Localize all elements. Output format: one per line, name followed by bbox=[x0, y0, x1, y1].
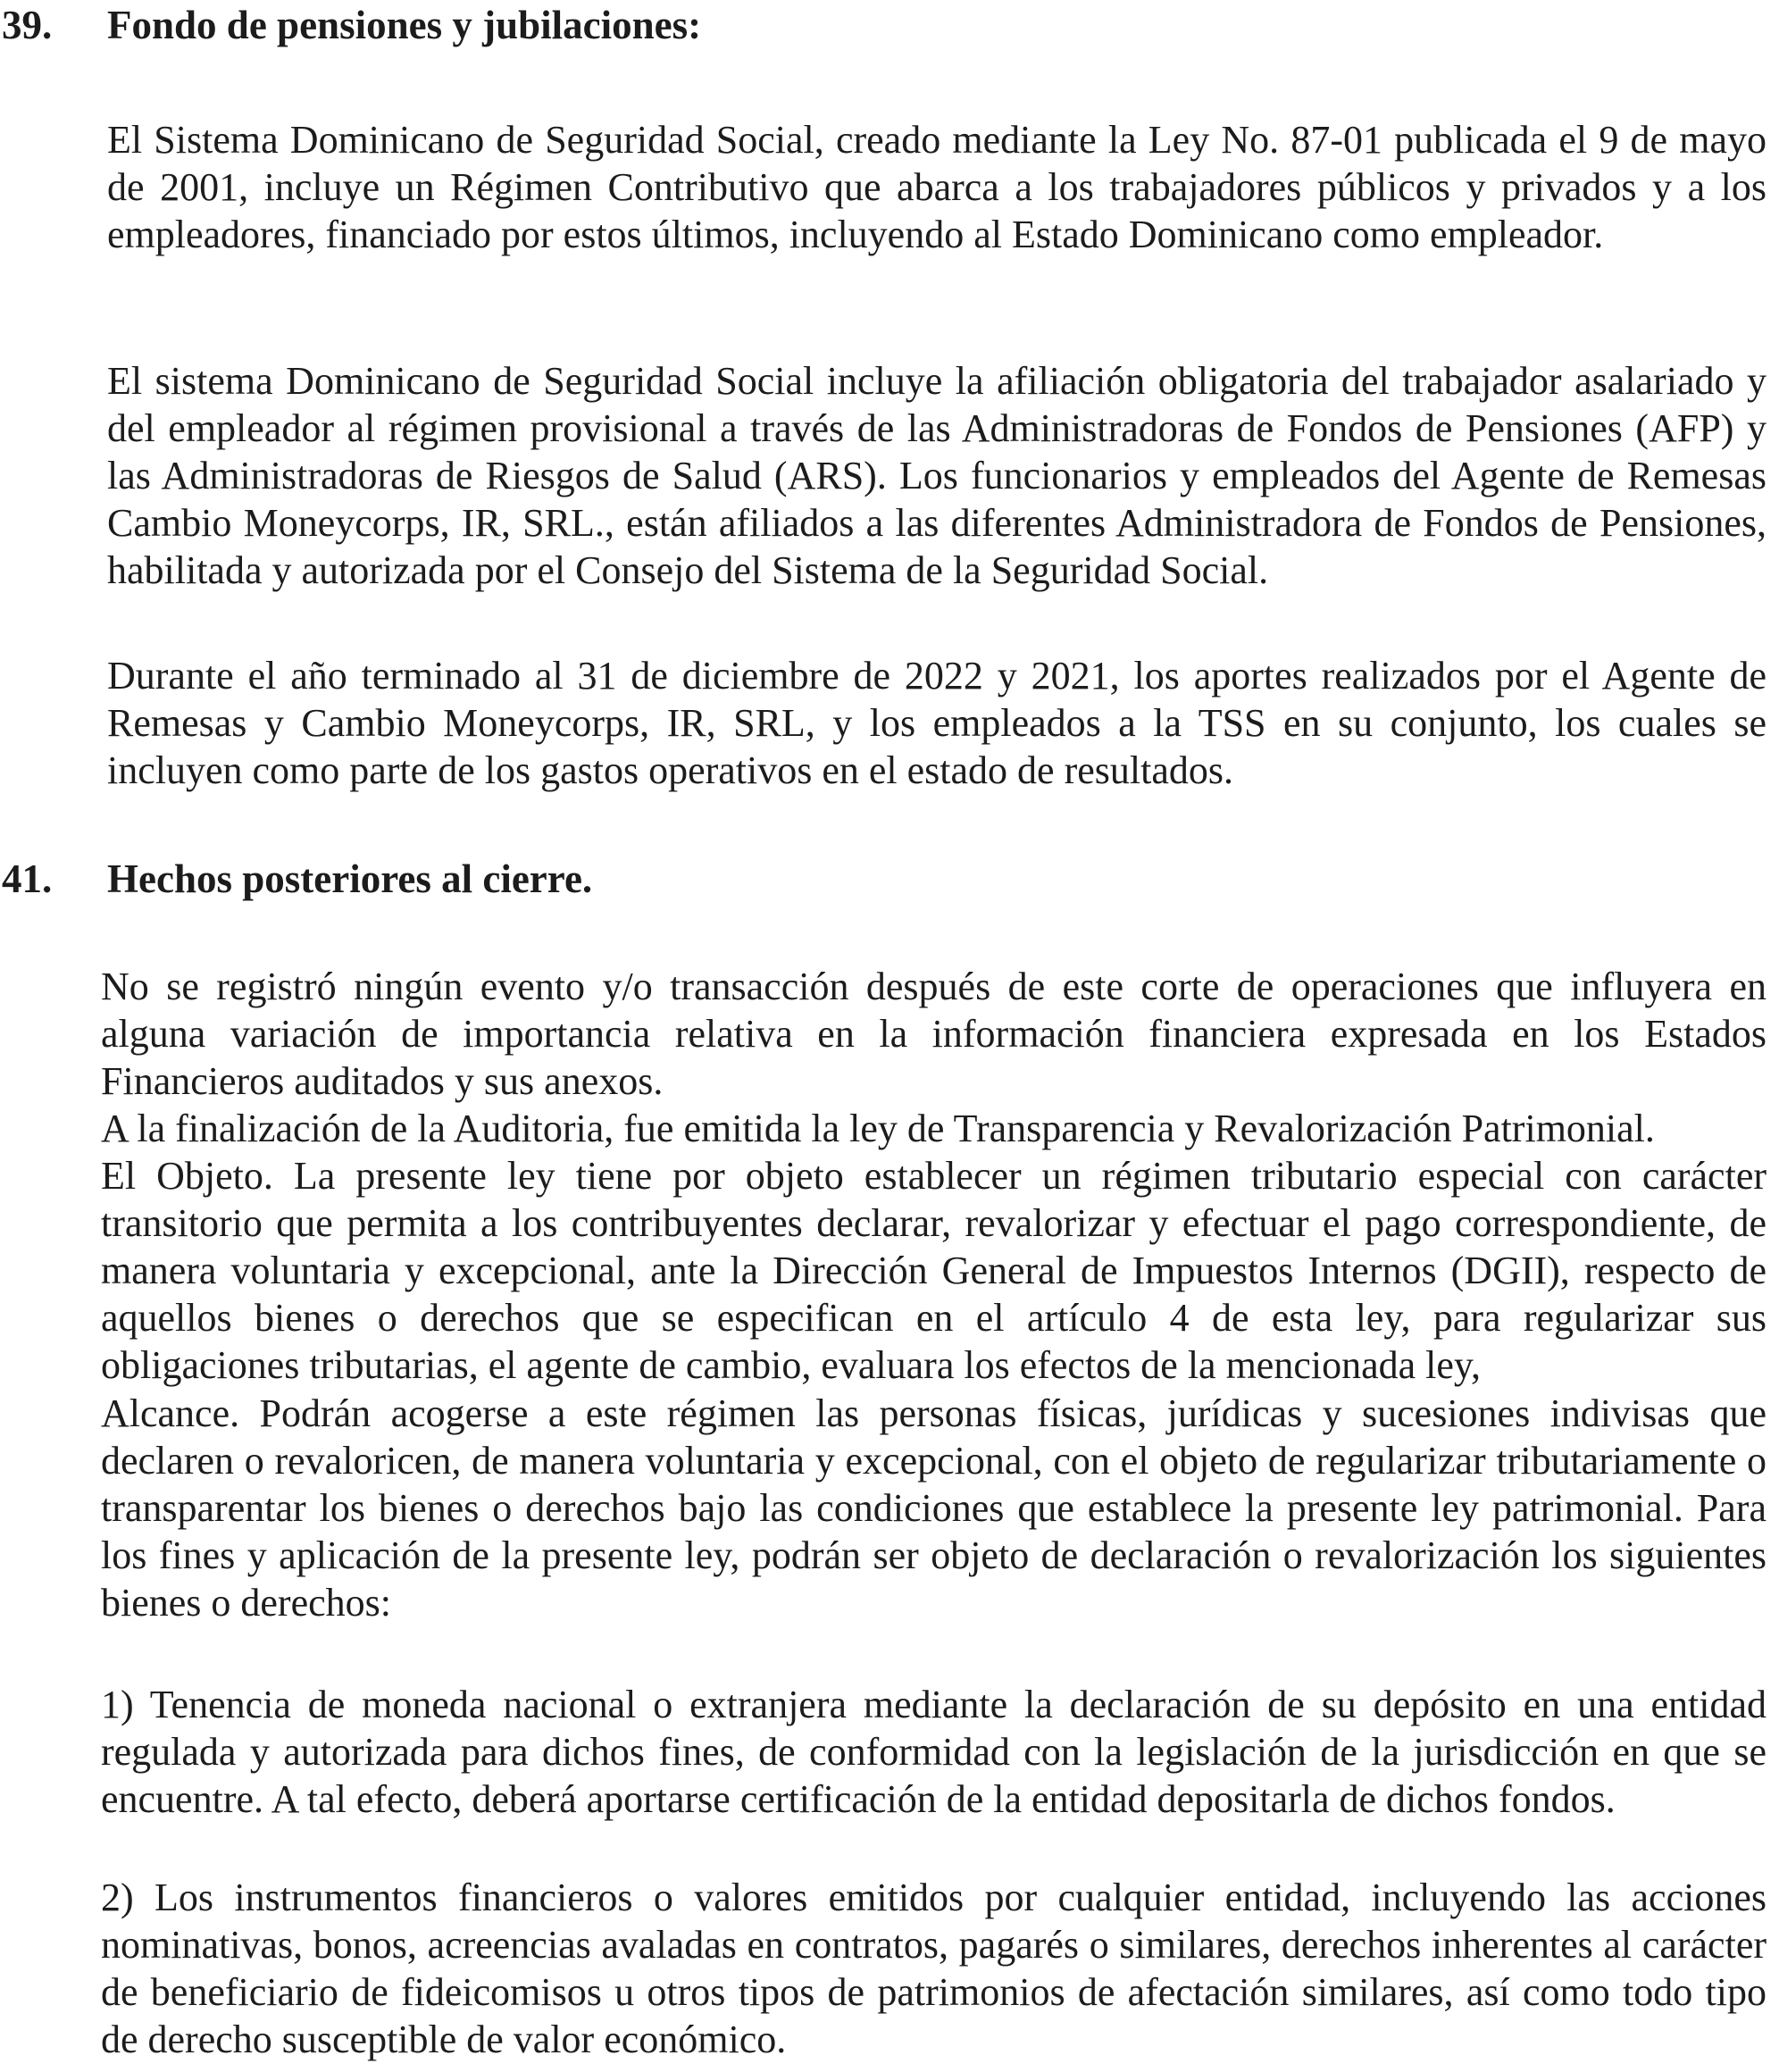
section-39-title: Fondo de pensiones y jubilaciones: bbox=[107, 3, 702, 47]
section-39-paragraph-2: El sistema Dominicano de Seguridad Social incluye la afiliación obligatoria del trabajador asalariado y del empleador al régimen provisional a través de las Administradoras de Fondos de Pensiones (AFP) y las Administradoras de Riesgos de Salud (ARS). Los funcionarios y empleados del Agente de Remesas Cambio Moneycorps, IR, SRL., están afiliados a las diferentes Administradora de Fondos de Pensiones, habilitada y autorizada por el Consejo del Sistema de la Seguridad Social. bbox=[107, 359, 1766, 592]
section-41-number: 41. bbox=[2, 856, 53, 901]
section-41-alcance-paragraph: Alcance. Podrán acogerse a este régimen las personas físicas, jurídicas y sucesiones indivisas que declaren o revaloricen, de manera voluntaria y excepcional, con el objeto de regularizar tributariamente o transparentar los bienes o derechos bajo las condiciones que establece la presente ley patrimonial. Para los fines y aplicación de la presente ley, podrán ser objeto de declaración o revalorización los siguientes bienes o derechos: bbox=[101, 1391, 1766, 1625]
section-41-title: Hechos posteriores al cierre. bbox=[107, 856, 593, 901]
section-41-finalizacion-line: A la finalización de la Auditoria, fue emitida la ley de Transparencia y Revalorización Patrimonial. bbox=[101, 1107, 1655, 1150]
section-39-number: 39. bbox=[2, 3, 53, 47]
section-41-objeto-paragraph: El Objeto. La presente ley tiene por objeto establecer un régimen tributario especial con carácter transitorio que permita a los contribuyentes declarar, revalorizar y efectuar el pago correspondiente, de manera voluntaria y excepcional, ante la Dirección General de Impuestos Internos (DGII), respecto de aquellos bienes o derechos que se especifican en el artículo 4 de esta ley, para regularizar sus obligaciones tributarias, el agente de cambio, evaluara los efectos de la mencionada ley, bbox=[101, 1154, 1766, 1387]
section-39-paragraph-3: Durante el año terminado al 31 de diciembre de 2022 y 2021, los aportes realizados por el Agente de Remesas y Cambio Moneycorps, IR, SRL, y los empleados a la TSS en su conjunto, los cuales se incluyen como parte de los gastos operativos en el estado de resultados. bbox=[107, 654, 1766, 792]
section-41-item-1: 1) Tenencia de moneda nacional o extranjera mediante la declaración de su depósito en una entidad regulada y autorizada para dichos fines, de conformidad con la legislación de la jurisdicción en que se encuentre. A tal efecto, deberá aportarse certificación de la entidad depositarla de dichos fondos. bbox=[101, 1683, 1766, 1821]
section-39-paragraph-1: El Sistema Dominicano de Seguridad Social, creado mediante la Ley No. 87-01 publicada el 9 de mayo de 2001, incluye un Régimen Contributivo que abarca a los trabajadores públicos y privados y a los empleadores, financiado por estos últimos, incluyendo al Estado Dominicano como empleador. bbox=[107, 118, 1766, 256]
section-41-item-2: 2) Los instrumentos financieros o valores emitidos por cualquier entidad, incluyendo las acciones nominativas, bonos, acreencias avaladas en contratos, pagarés o similares, derechos inherentes al carácter de beneficiario de fideicomisos u otros tipos de patrimonios de afectación similares, así como todo tipo de derecho susceptible de valor económico. bbox=[101, 1876, 1766, 2061]
section-41-paragraph-1: No se registró ningún evento y/o transacción después de este corte de operaciones que influyera en alguna variación de importancia relativa en la información financiera expresada en los Estados Financieros auditados y sus anexos. bbox=[101, 965, 1766, 1103]
section-39-heading bbox=[2, 2, 806, 52]
section-41-heading bbox=[2, 856, 806, 906]
